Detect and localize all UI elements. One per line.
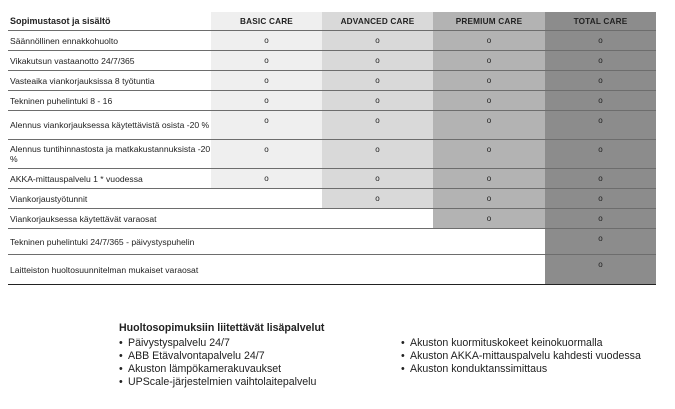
cell-basic-care: o bbox=[211, 169, 322, 188]
bullet-icon: • bbox=[401, 350, 405, 362]
table-row bbox=[8, 51, 656, 71]
header-premium-care: PREMIUM CARE bbox=[433, 12, 545, 30]
cell-total-care: o bbox=[545, 169, 656, 188]
row-label: Laitteiston huoltosuunnitelman mukaiset varaosat bbox=[8, 255, 211, 284]
row-label: Vasteaika viankorjauksissa 8 työtuntia bbox=[8, 71, 211, 90]
service-text: Akuston AKKA-mittauspalvelu kahdesti vuodessa bbox=[410, 350, 641, 362]
table-row bbox=[8, 255, 656, 285]
cell-premium-care: o bbox=[433, 140, 545, 168]
table-header-row bbox=[8, 12, 656, 31]
cell-total-care: o bbox=[545, 51, 656, 70]
bullet-icon: • bbox=[401, 337, 405, 349]
row-label: AKKA-mittauspalvelu 1 * vuodessa bbox=[8, 169, 211, 188]
service-list-item bbox=[119, 337, 401, 350]
cell-advanced-care bbox=[322, 255, 433, 284]
row-label: Viankorjauksessa käytettävät varaosat bbox=[8, 209, 211, 228]
cell-total-care: o bbox=[545, 31, 656, 50]
row-label: Viankorjaustyötunnit bbox=[8, 189, 211, 208]
row-label: Alennus tuntihinnastosta ja matkakustannuksista -20 % bbox=[8, 140, 211, 168]
cell-premium-care: o bbox=[433, 189, 545, 208]
bullet-icon: • bbox=[119, 337, 123, 349]
additional-services-title: Huoltosopimuksiin liitettävät lisäpalvelut bbox=[119, 322, 325, 334]
cell-total-care: o bbox=[545, 91, 656, 110]
table-row bbox=[8, 189, 656, 209]
service-level-table bbox=[8, 12, 656, 285]
service-list-item bbox=[119, 350, 401, 363]
cell-premium-care bbox=[433, 255, 545, 284]
cell-basic-care: o bbox=[211, 111, 322, 139]
cell-total-care: o bbox=[545, 189, 656, 208]
cell-basic-care: o bbox=[211, 71, 322, 90]
cell-total-care: o bbox=[545, 71, 656, 90]
service-list-item bbox=[119, 376, 401, 389]
cell-advanced-care: o bbox=[322, 140, 433, 168]
service-text: ABB Etävalvontapalvelu 24/7 bbox=[128, 350, 265, 362]
service-text: Akuston kuormituskokeet keinokuormalla bbox=[410, 337, 603, 349]
service-text: Päivystyspalvelu 24/7 bbox=[128, 337, 230, 349]
cell-premium-care: o bbox=[433, 31, 545, 50]
additional-services-left bbox=[119, 337, 401, 389]
cell-advanced-care: o bbox=[322, 71, 433, 90]
service-text: Akuston konduktanssimittaus bbox=[410, 363, 548, 375]
cell-total-care: o bbox=[545, 111, 656, 139]
cell-basic-care bbox=[211, 189, 322, 208]
cell-basic-care: o bbox=[211, 31, 322, 50]
row-label: Säännöllinen ennakkohuolto bbox=[8, 31, 211, 50]
row-label: Alennus viankorjauksessa käytettävistä osista -20 % bbox=[8, 111, 211, 139]
cell-advanced-care: o bbox=[322, 91, 433, 110]
bullet-icon: • bbox=[401, 363, 405, 375]
table-row bbox=[8, 111, 656, 140]
row-label: Vikakutsun vastaanotto 24/7/365 bbox=[8, 51, 211, 70]
service-list-item bbox=[401, 350, 641, 363]
additional-services bbox=[119, 322, 659, 389]
cell-advanced-care: o bbox=[322, 51, 433, 70]
table-row bbox=[8, 91, 656, 111]
table-row bbox=[8, 140, 656, 169]
table-body bbox=[8, 31, 656, 285]
cell-basic-care bbox=[211, 209, 322, 228]
cell-basic-care: o bbox=[211, 51, 322, 70]
row-label: Tekninen puhelintuki 8 - 16 bbox=[8, 91, 211, 110]
row-label: Tekninen puhelintuki 24/7/365 - päivystyspuhelin bbox=[8, 229, 211, 254]
cell-advanced-care: o bbox=[322, 189, 433, 208]
cell-advanced-care bbox=[322, 209, 433, 228]
header-content: Sopimustasot ja sisältö bbox=[8, 12, 211, 30]
table-row bbox=[8, 229, 656, 255]
table-row bbox=[8, 31, 656, 51]
cell-basic-care: o bbox=[211, 140, 322, 168]
table-row bbox=[8, 169, 656, 189]
cell-total-care: o bbox=[545, 255, 656, 284]
cell-premium-care: o bbox=[433, 91, 545, 110]
bullet-icon: • bbox=[119, 350, 123, 362]
table-row bbox=[8, 71, 656, 91]
cell-premium-care: o bbox=[433, 111, 545, 139]
header-advanced-care: ADVANCED CARE bbox=[322, 12, 433, 30]
service-text: Akuston lämpökamerakuvaukset bbox=[128, 363, 282, 375]
cell-premium-care: o bbox=[433, 71, 545, 90]
cell-basic-care bbox=[211, 255, 322, 284]
cell-premium-care: o bbox=[433, 169, 545, 188]
cell-advanced-care: o bbox=[322, 111, 433, 139]
cell-basic-care bbox=[211, 229, 322, 254]
bullet-icon: • bbox=[119, 376, 123, 388]
cell-advanced-care: o bbox=[322, 169, 433, 188]
header-basic-care: BASIC CARE bbox=[211, 12, 322, 30]
cell-basic-care: o bbox=[211, 91, 322, 110]
cell-advanced-care bbox=[322, 229, 433, 254]
service-list-item bbox=[119, 363, 401, 376]
cell-total-care: o bbox=[545, 209, 656, 228]
cell-advanced-care: o bbox=[322, 31, 433, 50]
cell-premium-care: o bbox=[433, 209, 545, 228]
cell-premium-care bbox=[433, 229, 545, 254]
cell-premium-care: o bbox=[433, 51, 545, 70]
cell-total-care: o bbox=[545, 229, 656, 254]
service-list-item bbox=[401, 363, 641, 376]
additional-services-right bbox=[401, 337, 641, 389]
service-text: UPScale-järjestelmien vaihtolaitepalvelu bbox=[128, 376, 317, 388]
header-total-care: TOTAL CARE bbox=[545, 12, 656, 30]
table-row bbox=[8, 209, 656, 229]
service-list-item bbox=[401, 337, 641, 350]
cell-total-care: o bbox=[545, 140, 656, 168]
bullet-icon: • bbox=[119, 363, 123, 375]
